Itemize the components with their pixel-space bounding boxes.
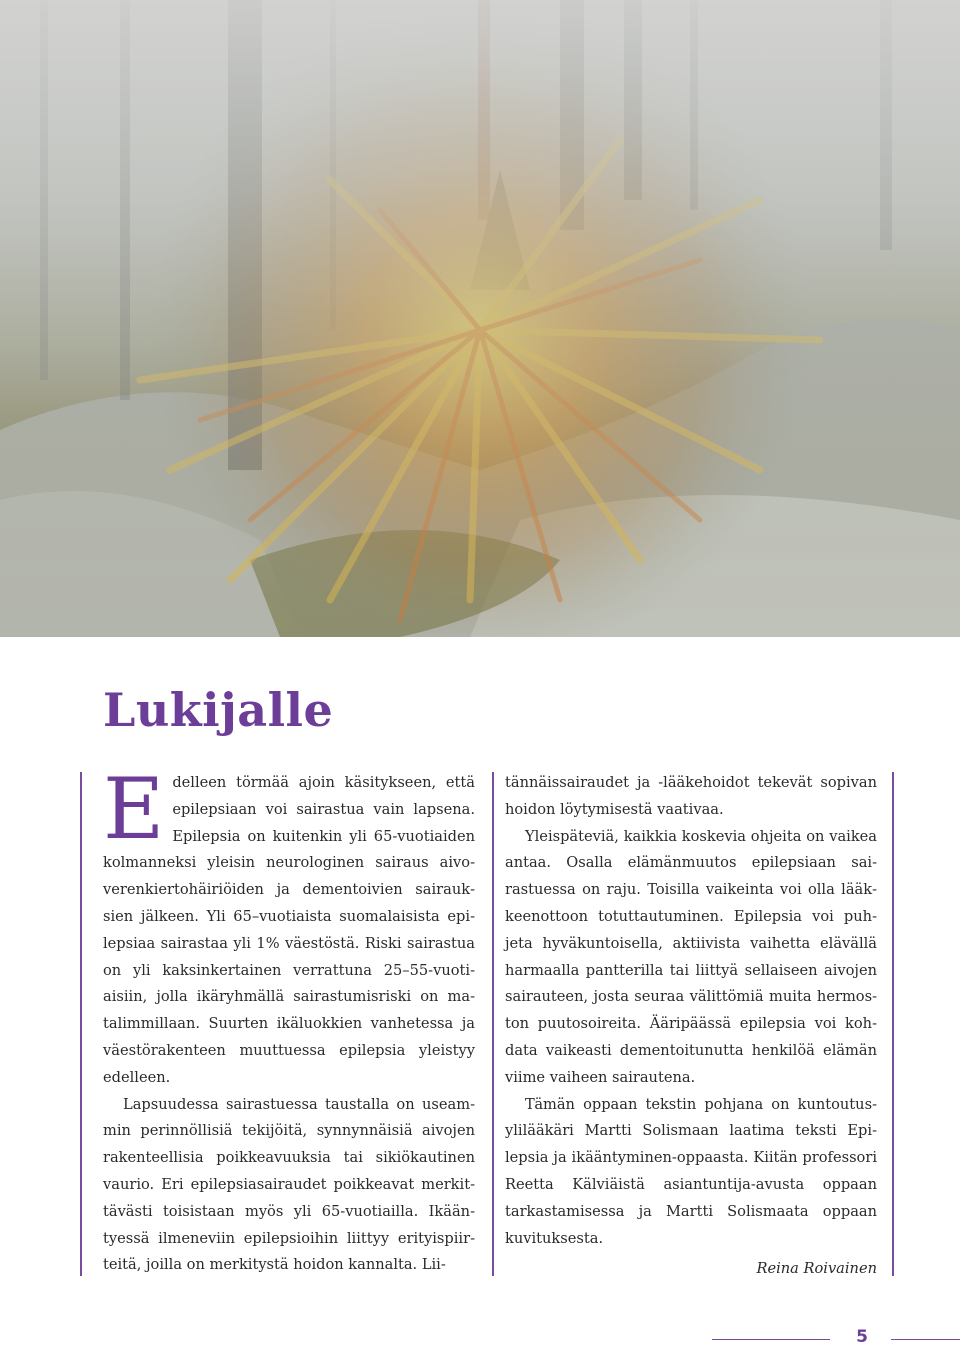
page-title: Lukijalle <box>103 683 334 737</box>
page-number: 5 <box>856 1327 868 1347</box>
right-column <box>505 770 877 1283</box>
footer-rule-left <box>712 1339 830 1340</box>
footer-rule-right <box>891 1339 960 1340</box>
author-signature: Reina Roivainen <box>756 1260 877 1278</box>
left-column <box>103 760 475 1279</box>
left-column-rule <box>80 772 82 1276</box>
drop-cap: E <box>103 760 165 858</box>
right-paragraph-3: Tämän oppaan tekstin pohjana on kuntoutusylilääkäri Martti Solismaan laatima teksti Epilepsia ja ikääntyminen-oppaasta. Kiitän professori Reetta Kälviäistä asiantuntija-avusta oppaan tarkastamisessa ja Martti Solismaata oppaan kuvituksesta. <box>505 1095 877 1247</box>
forest-photo <box>0 0 960 637</box>
right-paragraph-2: Yleispäteviä, kaikkia koskevia ohjeita on vaikea antaa. Osalla elämänmuutos epilepsiaan sairastuessa on raju. Toisilla vaikeinta voi olla lääkkeenottoon totuttautuminen. Epilepsia voi puhjeta hyväkuntoisella, aktiivista vaihetta elävällä harmaalla pantterilla tai liittyä sellaiseen aivojen sairauteen, josta seuraa välittömiä muita hermoston puutosoireita. Ääripäässä epilepsia voi kohdata vaikeasti dementoitunutta henkilöä elämän viime vaiheen sairautena. <box>505 827 877 1086</box>
left-paragraph-1-text: delleen törmää ajoin käsitykseen, että epilepsiaan voi sairastua vain lapsena. Epilepsia on kuitenkin yli 65-vuotiaiden kolmanneksi yleisin neurologinen sairaus aivoverenkiertohäiriöiden ja dementoivien sairauksien jälkeen. Yli 65–vuotiaista suomalaisista epilepsiaa sairastaa yli 1% väestöstä. Riski sairastua on yli kaksinkertainen verrattuna 25–55-vuotiaisiin, jolla ikäryhmällä sairastumisriski on matalimmillaan. Suurten ikäluokkien vanhetessa ja väestörakenteen muuttuessa epilepsia yleistyy edelleen. <box>103 774 475 1086</box>
forest-fog-autumn-rowan-photo-icon <box>0 0 960 637</box>
right-column-rule <box>892 772 894 1276</box>
right-paragraph-1: tännäissairaudet ja -lääkehoidot tekevät sopivan hoidon löytymisestä vaativaa. <box>505 774 877 818</box>
left-paragraph-2: Lapsuudessa sairastuessa taustalla on useammin perinnöllisiä tekijöitä, synnynnäisiä aivojen rakenteellisia poikkeavuuksia tai sikiökautinen vaurio. Eri epilepsiasairaudet poikkeavat merkittävästi toisistaan myös yli 65-vuotiailla. Ikääntyessä ilmeneviin epilepsioihin liittyy erityispiirteitä, joilla on merkitystä hoidon kannalta. Lii- <box>103 1095 475 1274</box>
middle-column-rule <box>492 772 494 1276</box>
left-paragraph-1 <box>103 760 475 1092</box>
